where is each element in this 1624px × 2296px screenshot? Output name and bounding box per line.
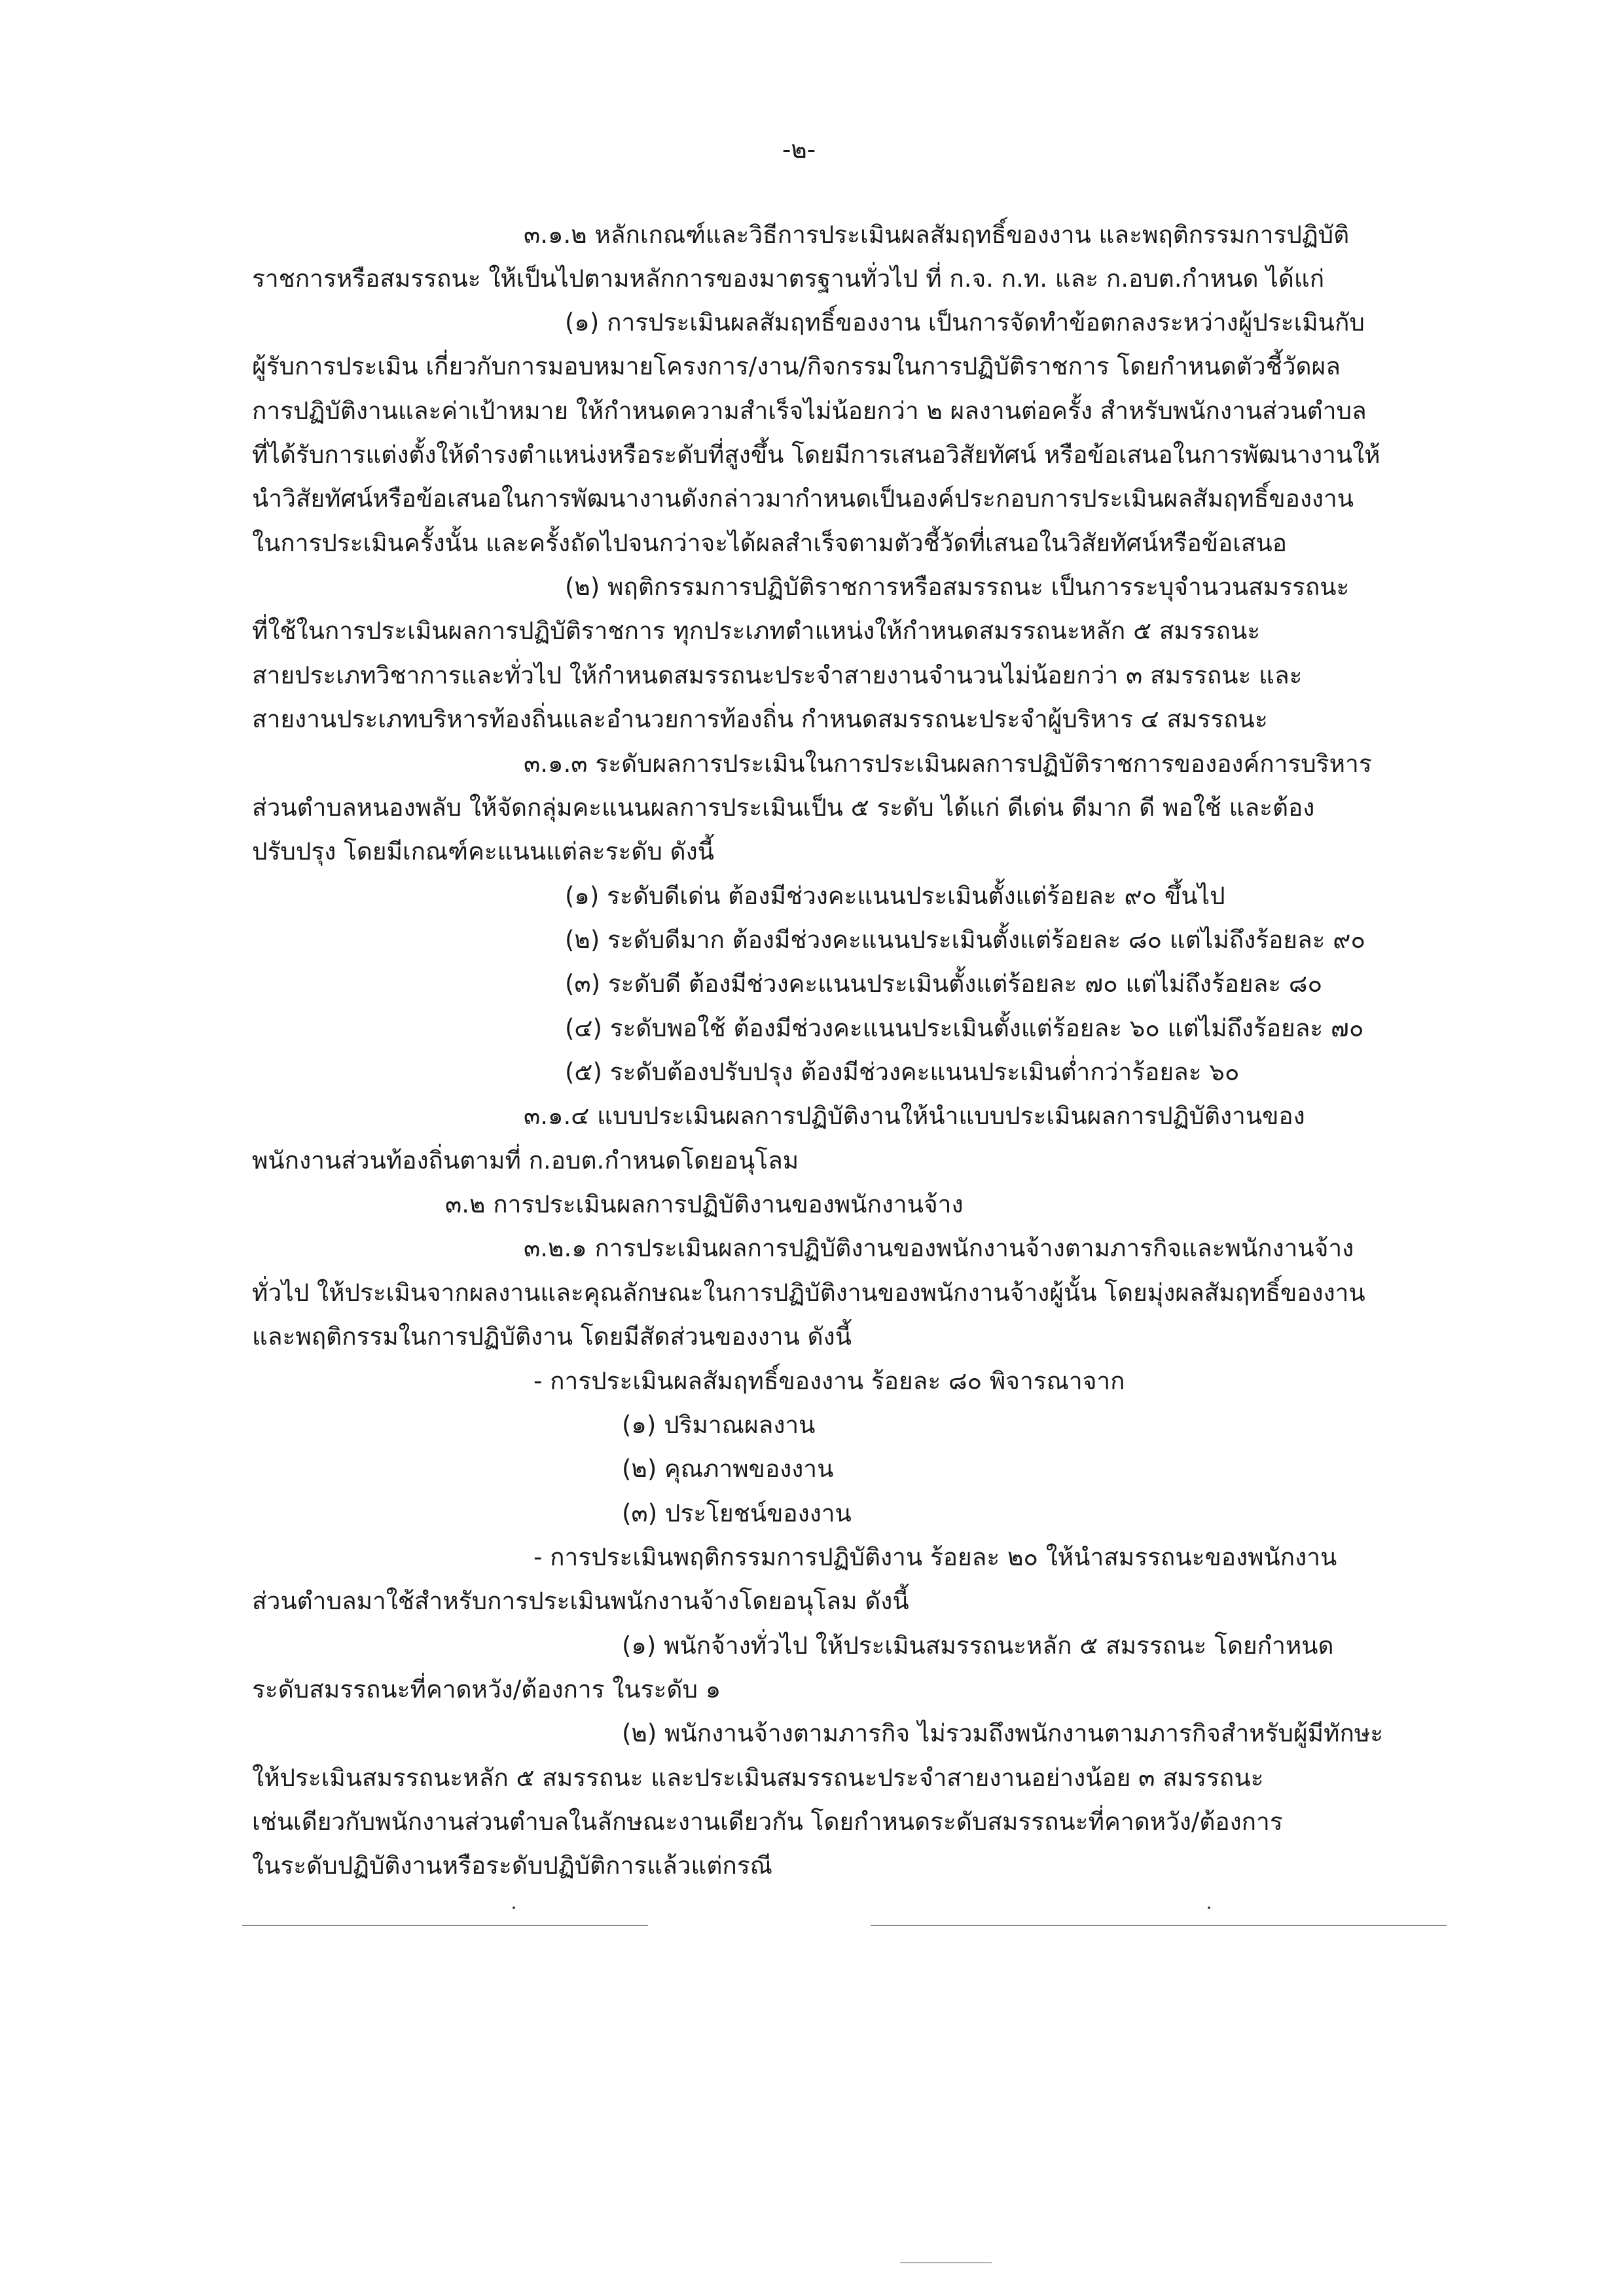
text-line: - การประเมินพฤติกรรมการปฏิบัติงาน ร้อยละ ๒๐ ให้นำสมรรถนะของพนักงาน: [533, 1543, 1337, 1571]
text-line: ทั่วไป ให้ประเมินจากผลงานและคุณลักษณะในการปฏิบัติงานของพนักงานจ้างผู้นั้น โดยมุ่งผลสัมฤทธิ์ของงาน: [252, 1279, 1365, 1307]
scan-speck: [1208, 1906, 1210, 1909]
text-line: (๔) ระดับพอใช้ ต้องมีช่วงคะแนนประเมินตั้งแต่ร้อยละ ๖๐ แต่ไม่ถึงร้อยละ ๗๐: [565, 1014, 1364, 1042]
scan-rule-bottom: [900, 2262, 992, 2263]
text-line: พนักงานส่วนท้องถิ่นตามที่ ก.อบต.กำหนดโดยอนุโลม: [252, 1146, 799, 1175]
text-line: ระดับสมรรถนะที่คาดหวัง/ต้องการ ในระดับ ๑: [252, 1675, 721, 1704]
text-line: สายประเภทวิชาการและทั่วไป ให้กำหนดสมรรถนะประจำสายงานจำนวนไม่น้อยกว่า ๓ สมรรถนะ และ: [252, 661, 1303, 689]
text-line: ปรับปรุง โดยมีเกณฑ์คะแนนแต่ละระดับ ดังนี้: [252, 837, 714, 866]
text-line: (๑) ระดับดีเด่น ต้องมีช่วงคะแนนประเมินตั้งแต่ร้อยละ ๙๐ ขึ้นไป: [565, 882, 1225, 910]
scan-rule-left: [242, 1925, 648, 1926]
scan-speck: [513, 1906, 515, 1909]
text-line: (๕) ระดับต้องปรับปรุง ต้องมีช่วงคะแนนประเมินต่ำกว่าร้อยละ ๖๐: [565, 1058, 1240, 1086]
text-line: ที่ได้รับการแต่งตั้งให้ดำรงตำแหน่งหรือระดับที่สูงขึ้น โดยมีการเสนอวิสัยทัศน์ หรือข้อเสนอในการพัฒนางานให้: [252, 441, 1380, 469]
text-line: ๓.๒.๑ การประเมินผลการปฏิบัติงานของพนักงานจ้างตามภารกิจและพนักงานจ้าง: [524, 1234, 1354, 1262]
text-line: (๓) ระดับดี ต้องมีช่วงคะแนนประเมินตั้งแต่ร้อยละ ๗๐ แต่ไม่ถึงร้อยละ ๘๐: [565, 970, 1323, 998]
text-line: ในการประเมินครั้งนั้น และครั้งถัดไปจนกว่าจะได้ผลสำเร็จตามตัวชี้วัดที่เสนอในวิสัยทัศน์หรือข้อเสนอ: [252, 529, 1288, 557]
text-line: (๓) ประโยชน์ของงาน: [622, 1499, 852, 1527]
text-line: ๓.๒ การประเมินผลการปฏิบัติงานของพนักงานจ้าง: [445, 1190, 964, 1218]
text-line: (๑) พนักจ้างทั่วไป ให้ประเมินสมรรถนะหลัก ๕ สมรรถนะ โดยกำหนด: [622, 1631, 1334, 1660]
text-line: - การประเมินผลสัมฤทธิ์ของงาน ร้อยละ ๘๐ พิจารณาจาก: [533, 1367, 1125, 1395]
text-line: (๒) พนักงานจ้างตามภารกิจ ไม่รวมถึงพนักงานตามภารกิจสำหรับผู้มีทักษะ: [622, 1719, 1384, 1747]
text-line: ส่วนตำบลมาใช้สำหรับการประเมินพนักงานจ้างโดยอนุโลม ดังนี้: [252, 1587, 909, 1615]
text-line: และพฤติกรรมในการปฏิบัติงาน โดยมีสัดส่วนของงาน ดังนี้: [252, 1322, 852, 1351]
text-line: (๑) ปริมาณผลงาน: [622, 1411, 816, 1439]
text-line: นำวิสัยทัศน์หรือข้อเสนอในการพัฒนางานดังกล่าวมากำหนดเป็นองค์ประกอบการประเมินผลสัมฤทธิ์ของงาน: [252, 484, 1354, 513]
page-number: -๒-: [782, 136, 816, 164]
text-line: (๑) การประเมินผลสัมฤทธิ์ของงาน เป็นการจัดทำข้อตกลงระหว่างผู้ประเมินกับ: [565, 308, 1365, 337]
text-line: ๓.๑.๔ แบบประเมินผลการปฏิบัติงานให้นำแบบประเมินผลการปฏิบัติงานของ: [524, 1102, 1305, 1130]
text-line: ๓.๑.๓ ระดับผลการประเมินในการประเมินผลการปฏิบัติราชการขององค์การบริหาร: [524, 750, 1372, 778]
text-line: (๒) คุณภาพของงาน: [622, 1455, 834, 1483]
text-line: (๒) ระดับดีมาก ต้องมีช่วงคะแนนประเมินตั้งแต่ร้อยละ ๘๐ แต่ไม่ถึงร้อยละ ๙๐: [565, 926, 1365, 954]
text-line: เช่นเดียวกับพนักงานส่วนตำบลในลักษณะงานเดียวกัน โดยกำหนดระดับสมรรถนะที่คาดหวัง/ต้องการ: [252, 1808, 1283, 1836]
text-line: ผู้รับการประเมิน เกี่ยวกับการมอบหมายโครงการ/งาน/กิจกรรมในการปฏิบัติราชการ โดยกำหนดตัวชี้วัดผล: [252, 352, 1341, 380]
text-line: ๓.๑.๒ หลักเกณฑ์และวิธีการประเมินผลสัมฤทธิ์ของงาน และพฤติกรรมการปฏิบัติ: [524, 221, 1350, 249]
text-line: ให้ประเมินสมรรถนะหลัก ๕ สมรรถนะ และประเมินสมรรถนะประจำสายงานอย่างน้อย ๓ สมรรถนะ: [252, 1764, 1264, 1792]
text-line: ราชการหรือสมรรถนะ ให้เป็นไปตามหลักการของมาตรฐานทั่วไป ที่ ก.จ. ก.ท. และ ก.อบต.กำหนด ได้แก่: [252, 264, 1325, 293]
scan-rule-right: [871, 1925, 1447, 1926]
text-line: (๒) พฤติกรรมการปฏิบัติราชการหรือสมรรถนะ เป็นการระบุจำนวนสมรรถนะ: [565, 573, 1350, 601]
text-line: ที่ใช้ในการประเมินผลการปฏิบัติราชการ ทุกประเภทตำแหน่งให้กำหนดสมรรถนะหลัก ๕ สมรรถนะ: [252, 617, 1261, 645]
text-line: การปฏิบัติงานและค่าเป้าหมาย ให้กำหนดความสำเร็จไม่น้อยกว่า ๒ ผลงานต่อครั้ง สำหรับพนักงานส่วนตำบล: [252, 397, 1367, 425]
text-line: ส่วนตำบลหนองพลับ ให้จัดกลุ่มคะแนนผลการประเมินเป็น ๕ ระดับ ได้แก่ ดีเด่น ดีมาก ดี พอใช้ และต้อง: [252, 793, 1315, 822]
text-line: สายงานประเภทบริหารท้องถิ่นและอำนวยการท้องถิ่น กำหนดสมรรถนะประจำผู้บริหาร ๔ สมรรถนะ: [252, 705, 1268, 733]
text-line: ในระดับปฏิบัติงานหรือระดับปฏิบัติการแล้วแต่กรณี: [252, 1851, 773, 1880]
